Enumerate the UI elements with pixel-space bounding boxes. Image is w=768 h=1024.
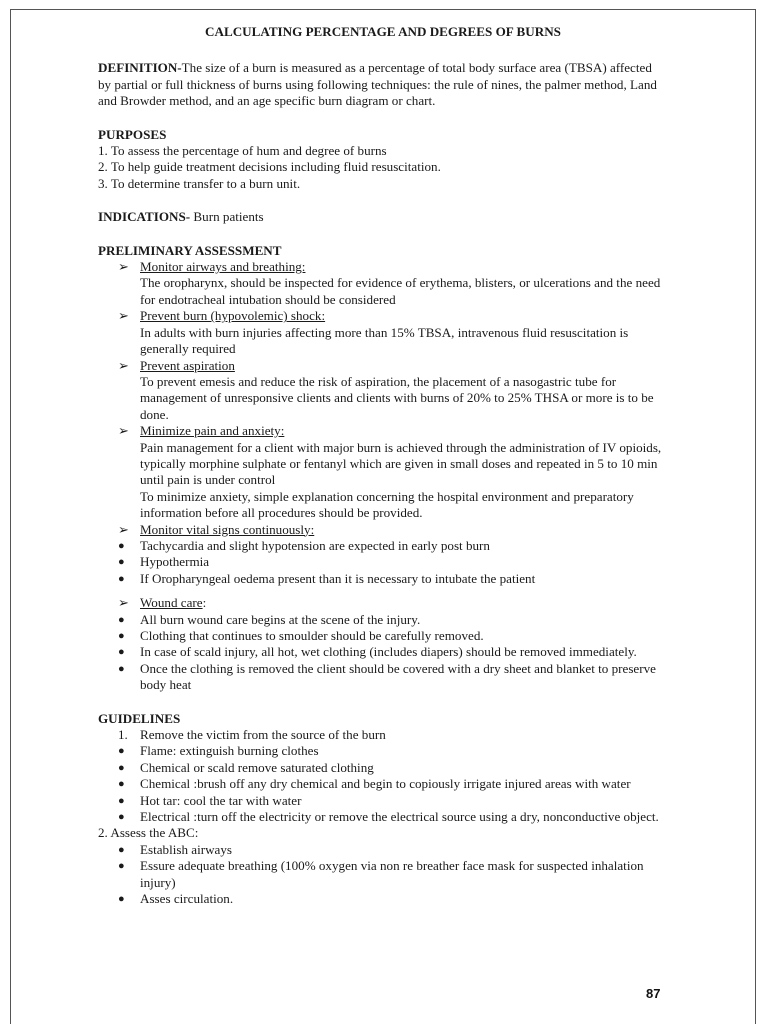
bullet-icon: ●	[118, 662, 125, 675]
assessment-item	[98, 595, 668, 611]
assessment-item-title: Prevent burn (hypovolemic) shock:	[140, 308, 326, 324]
list-item-text: Electrical :turn off the electricity or remove the electrical source using a dry, nonconductive object.	[140, 809, 659, 825]
list-item-text: Tachycardia and slight hypotension are expected in early post burn	[140, 537, 490, 553]
list-item-text: Once the clothing is removed the client should be covered with a dry sheet and blanket to preserve body heat	[140, 660, 656, 693]
list-item-text: Remove the victim from the source of the burn	[140, 727, 386, 743]
list-item	[98, 776, 668, 792]
bullet-icon: ●	[118, 539, 125, 552]
bullet-icon: ●	[118, 572, 125, 585]
assessment-item-body: Pain management for a client with major burn is achieved through the administration of IV opioids, typically morphine sulphate or fentanyl which are given in small doses and repeated in 5 to 10 min until pain is under control	[140, 439, 662, 488]
step-two: 2. Assess the ABC:	[98, 825, 199, 841]
bullet-icon: ●	[118, 646, 125, 659]
assessment-item	[98, 259, 668, 275]
list-item-text: Establish airways	[140, 841, 233, 857]
arrow-marker-icon: ➢	[118, 259, 129, 275]
list-item	[98, 612, 668, 628]
arrow-marker-icon: ➢	[118, 595, 129, 611]
purpose-item: 2. To help guide treatment decisions including fluid resuscitation.	[98, 159, 441, 175]
list-item	[98, 743, 668, 759]
assessment-item-title: Minimize pain and anxiety:	[140, 423, 285, 439]
guidelines-heading: GUIDELINES	[98, 710, 181, 726]
purposes-heading: PURPOSES	[98, 126, 167, 142]
list-item	[98, 793, 668, 809]
list-item-text: If Oropharyngeal oedema present than it is necessary to intubate the patient	[140, 570, 536, 586]
assessment-item-body: The oropharynx, should be inspected for evidence of erythema, blisters, or ulcerations and the need for endotracheal intubation should be considered	[140, 275, 661, 307]
bullet-icon: ●	[118, 778, 125, 791]
arrow-marker-icon: ➢	[118, 423, 129, 439]
bullet-icon: ●	[118, 860, 125, 873]
page-number: 87	[646, 986, 661, 1001]
bullet-icon: ●	[118, 893, 125, 906]
step-number: 1.	[118, 727, 128, 743]
bullet-icon: ●	[118, 811, 125, 824]
assessment-item-body: To prevent emesis and reduce the risk of aspiration, the placement of a nasogastric tube for management of unresponsive clients and clients with burns of 20% to 25% THSA or more is to be done.	[140, 373, 654, 422]
definition-text: The size of a burn is measured as a percentage of total body surface area (TBSA) affected by partial or full thickness of burns using following techniques: the rule of nines, the palmer method, Land and Browder method, and an age specific burn diagram or chart.	[98, 60, 657, 109]
list-item-text: Essure adequate breathing (100% oxygen via non re breather face mask for suspected inhalation injury)	[140, 858, 644, 890]
bullet-icon: ●	[118, 843, 125, 856]
bullet-icon: ●	[118, 761, 125, 774]
list-item	[98, 809, 668, 825]
list-item	[98, 661, 668, 694]
list-item-text: Flame: extinguish burning clothes	[140, 743, 319, 759]
bullet-icon: ●	[118, 613, 125, 626]
assessment-item-title: Wound care	[140, 595, 203, 611]
assessment-heading: PRELIMINARY ASSESSMENT	[98, 242, 282, 258]
list-item-text: Asses circulation.	[140, 891, 234, 907]
definition-label: DEFINITION-	[98, 60, 182, 76]
arrow-marker-icon: ➢	[118, 521, 129, 537]
assessment-item	[98, 358, 668, 374]
list-item-text: Clothing that continues to smoulder should be carefully removed.	[140, 628, 484, 643]
bullet-icon: ●	[118, 556, 125, 569]
assessment-item	[98, 423, 668, 439]
assessment-item	[98, 308, 668, 324]
list-item	[98, 858, 668, 891]
list-item	[98, 571, 668, 587]
arrow-marker-icon: ➢	[118, 308, 129, 324]
page-title: CALCULATING PERCENTAGE AND DEGREES OF BURNS	[205, 24, 561, 39]
list-item	[98, 891, 668, 907]
indications-paragraph	[98, 209, 668, 225]
list-item-text: Hypothermia	[140, 554, 210, 570]
wound-colon: :	[202, 595, 207, 611]
list-item	[98, 628, 668, 644]
definition-paragraph	[98, 60, 668, 109]
list-item	[98, 760, 668, 776]
purpose-item: 3. To determine transfer to a burn unit.	[98, 175, 301, 191]
list-item	[98, 727, 668, 743]
assessment-item-title: Prevent aspiration	[140, 357, 235, 373]
purpose-item: 1. To assess the percentage of hum and degree of burns	[98, 143, 387, 159]
list-item	[98, 644, 668, 660]
assessment-item-body: To minimize anxiety, simple explanation concerning the hospital environment and preparatory information before all procedures should be provided.	[140, 488, 634, 521]
list-item	[98, 554, 668, 570]
assessment-item-title: Monitor airways and breathing:	[140, 259, 306, 275]
arrow-marker-icon: ➢	[118, 357, 129, 373]
bullet-icon: ●	[118, 794, 125, 807]
list-item	[98, 842, 668, 858]
assessment-item-body: In adults with burn injuries affecting more than 15% TBSA, intravenous fluid resuscitation is generally required	[140, 324, 629, 357]
list-item-text: All burn wound care begins at the scene of the injury.	[140, 611, 421, 627]
indications-label: INDICATIONS-	[98, 209, 191, 225]
indications-text: Burn patients	[190, 209, 264, 225]
document-body	[98, 24, 668, 908]
assessment-item-title: Monitor vital signs continuously:	[140, 521, 315, 537]
list-item-text: In case of scald injury, all hot, wet clothing (includes diapers) should be removed immediately.	[140, 644, 637, 660]
bullet-icon: ●	[118, 630, 125, 642]
list-item-text: Chemical :brush off any dry chemical and begin to copiously irrigate injured areas with water	[140, 776, 631, 792]
assessment-item	[98, 522, 668, 538]
list-item-text: Chemical or scald remove saturated clothing	[140, 759, 374, 775]
bullet-icon: ●	[118, 745, 125, 758]
list-item-text: Hot tar: cool the tar with water	[140, 792, 302, 808]
list-item	[98, 538, 668, 554]
